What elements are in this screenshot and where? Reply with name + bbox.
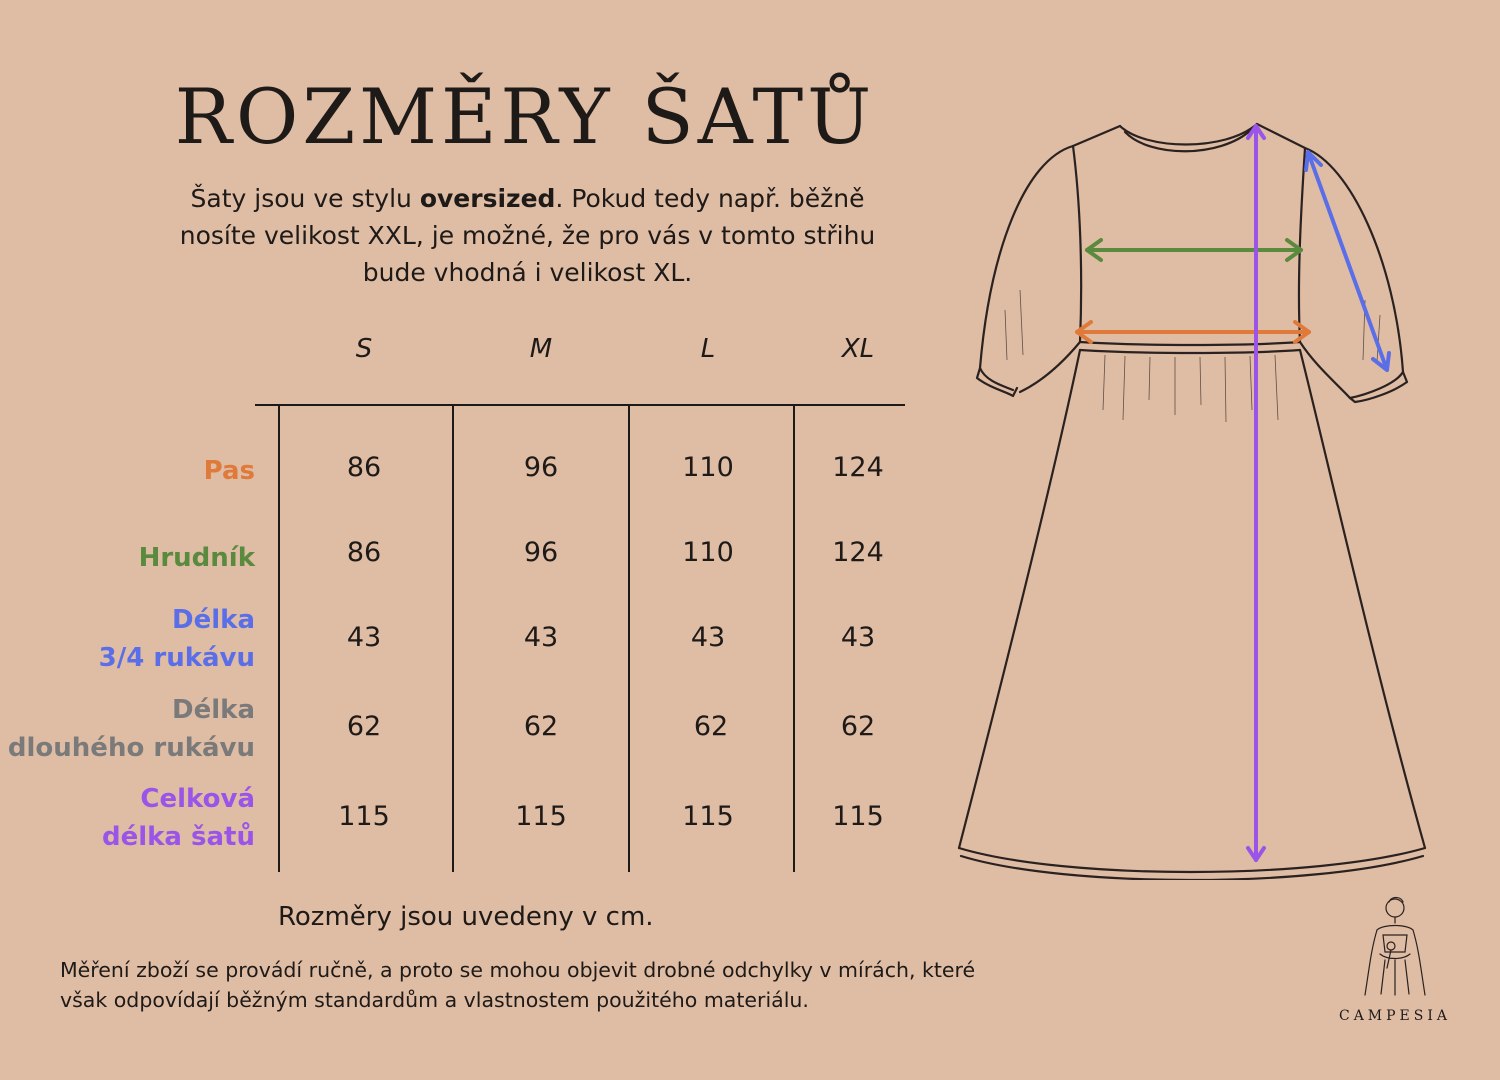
table-cell: 43 bbox=[523, 622, 559, 653]
table-cell: 43 bbox=[840, 622, 876, 653]
table-cell: 110 bbox=[682, 537, 734, 568]
table-cell: 62 bbox=[523, 711, 559, 742]
table-column-divider bbox=[452, 405, 454, 872]
table-cell: 86 bbox=[346, 452, 382, 483]
dress-illustration bbox=[945, 110, 1445, 880]
table-column-divider bbox=[628, 405, 630, 872]
column-header-xl: XL bbox=[841, 334, 875, 364]
table-column-divider bbox=[793, 405, 795, 872]
disclaimer-text: Měření zboží se provádí ručně, a proto se mohou objevit drobné odchylky v mírách, které však odpovídají běžným standardům a vlastnostem použitého materiálu. bbox=[60, 958, 976, 1012]
page-title: ROZMĚRY ŠATŮ bbox=[174, 72, 876, 161]
table-cell: 124 bbox=[832, 452, 884, 483]
row-label-line: Délka bbox=[172, 605, 255, 635]
table-cell: 96 bbox=[523, 452, 559, 483]
unit-note: Rozměry jsou uvedeny v cm. bbox=[278, 902, 654, 932]
table-cell: 62 bbox=[346, 711, 382, 742]
table-header-divider bbox=[255, 404, 905, 406]
row-label-waist bbox=[204, 452, 255, 490]
table-cell: 110 bbox=[682, 452, 734, 483]
column-header-m: M bbox=[529, 334, 553, 364]
row-label-total-length bbox=[102, 780, 255, 856]
column-header-s: S bbox=[355, 334, 373, 364]
row-label-long-sleeve bbox=[8, 691, 255, 767]
table-cell: 115 bbox=[515, 801, 567, 832]
table-cell: 86 bbox=[346, 537, 382, 568]
row-label-line: délka šatů bbox=[101, 822, 255, 852]
campesia-logo-icon bbox=[1325, 890, 1465, 1000]
row-label-line: dlouhého rukávu bbox=[7, 733, 255, 763]
row-label-chest bbox=[139, 539, 255, 577]
table-cell: 115 bbox=[338, 801, 390, 832]
intro-text-part1: Šaty jsou ve stylu bbox=[190, 184, 420, 213]
table-cell: 115 bbox=[832, 801, 884, 832]
row-label-sleeve-3-4 bbox=[99, 601, 255, 677]
row-label-line: Hrudník bbox=[138, 543, 255, 573]
table-cell: 115 bbox=[682, 801, 734, 832]
row-label-line: 3/4 rukávu bbox=[98, 643, 255, 673]
table-cell: 62 bbox=[693, 711, 729, 742]
intro-text bbox=[160, 180, 895, 291]
table-cell: 124 bbox=[832, 537, 884, 568]
intro-text-bold: oversized bbox=[419, 184, 556, 213]
column-header-l: L bbox=[700, 334, 716, 364]
table-cell: 62 bbox=[840, 711, 876, 742]
table-cell: 96 bbox=[523, 537, 559, 568]
table-cell: 43 bbox=[690, 622, 726, 653]
row-label-line: Pas bbox=[203, 456, 255, 486]
intro-text-part2: . Pokud tedy např. běžně nosíte velikost XXL, je možné, že pro vás v tomto střihu bude vhodná i velikost XL. bbox=[179, 184, 876, 287]
row-label-line: Celková bbox=[140, 784, 255, 814]
row-label-line: Délka bbox=[172, 695, 255, 725]
table-column-divider bbox=[278, 405, 280, 872]
table-cell: 43 bbox=[346, 622, 382, 653]
brand-name: CAMPESIA bbox=[1338, 1008, 1452, 1024]
